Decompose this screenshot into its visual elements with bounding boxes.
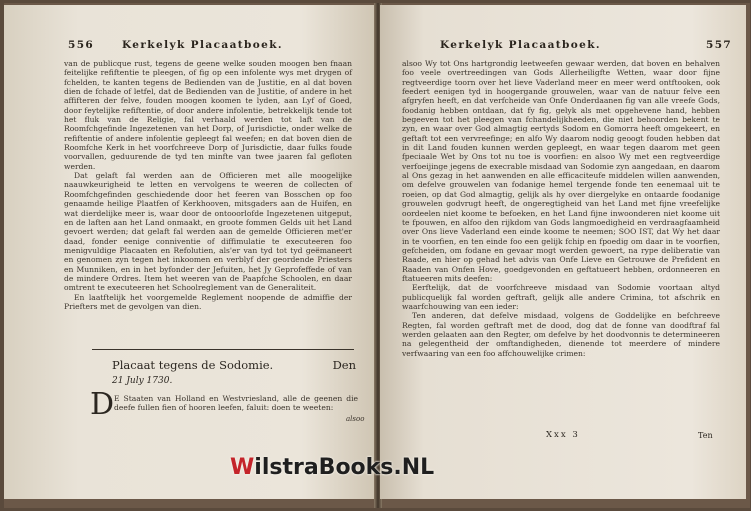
placaat-title: Placaat tegens de Sodomie. xyxy=(112,358,274,372)
right-paragraph: alsoo Wy tot Ons hartgrondig leetweefen gewaar werden, dat boven en behalven foo veele overtreedingen van Gods Allerheiligfte Wetten, waar door fijne regtveerdige toorn over het lieve Vaderland meer en meer werd ontftooken, ook feedert eenigen tyd in hoogergande grouwelen, waar van de natuur felve een afgryfen heeft, en dat verfcheide van Onfe Onderdaanen fig van alle vreefe Gods, foodanig hebben ontdaan, dat fy fig, gelyk als met opgehevene hand, hebben begeeven tot het pleegen van fchandelijkheeden, die niet behoorden bekent te zyn, en waar over God almagtig eertyds Sodom en Gomorra heeft omgekeert, en geftaft tot een vervreefinge; en alfo Wy daarom nodig geoogt fouden hebben dat in dit Land fouden kunnen werden gepleegt, en waar tegen daarom met geen fpeciaale Wet by Ons tot nu toe is voorfien: en alsoo Wy met een regtveerdige verfoeijinge jegens de execrable misdaad van Sodomie zyn aangedaan, en daarom al Ons gezag in het aanwenden en alle efficaciteufe middelen willen aanwenden, om defelve grouwelen van fodanige hemel tergende fonde ten eenemaal uit te roeien, op dat God almagtig, gelijk als hy over diergelyke en ontaarde foodanige grouwelen godvrugt heeft, de ongeregtigheid van het Land met fijne vreefelijke oordeelen niet koome te befoeken, en het Land fijne inwoonderen niet koome uit te fpouwen, en alfoo den rijkdom van Gods langmoedigheid en verdraagfaamheid over Ons lieve Vaderland een einde koome te neemen; SOO IST, dat Wy het daar in te voorfien, en ten einde foo een gelijk fchip en fpoedig om daar in te voorfien, gefcheiden, om fodane en gevaar mogt werden gewoert, na rype deliberatie van Raade, en hier op gehad het advis van Onfe Lieve en Getrouwe de Prefident en Raaden van Onfen Hove, goedgevonden en geftatueert hebben, ordonneeren en ftatueeren mits deefen: xyxy=(402,59,720,283)
placaat-date: 21 July 1730. xyxy=(112,376,173,386)
signature-mark: Xxx 3 xyxy=(546,430,580,440)
left-paragraph: En laatftelijk het voorgemelde Reglement noopende de admiffie der Priefters met de gevolgen van dien. xyxy=(64,292,352,311)
right-running-head: Kerkelyk Placaatboek. xyxy=(440,39,601,51)
opening-text: E Staaten van Holland en Westvriesland, alle de geenen die deefe fullen fien of hooren leefen, faluit: doen te weeten: xyxy=(114,394,358,413)
right-catchword: Ten xyxy=(698,431,713,440)
left-running-head: Kerkelyk Placaatboek. xyxy=(122,39,283,51)
left-paragraph: van de publicque rust, tegens de geene welke souden moogen ben fnaan feitelijke refiftentie te pleegen, of fig op een infolente wys met drygen of fchelden, te kanten tegens de Bedienden van de Justitie, en al dat boven dien de fchade of letfel, dat de Bedienden van de Justitie, of andere in het affifteren der felve, fouden moogen koomen te lyden, aan Lyf of Goed, door feytelijke refiftentie, of door andere infolentie, betrekkelijk tende tot het fluk van de Religie, fal verhaald werden tot laft van de Roomfchgefinde Ingezetenen van het Dorp, of Jurisdictie, onder welke de refiftentie of andere infolentie gepleegt fal weefen; en dat boven dien de Roomfche Kerk in het voorfchreeve Dorp of Jurisdictie, daar fulks foude voorvallen, geduurende de tyd ten minfte van twee jaaren fal gefloten werden. xyxy=(64,59,352,171)
left-page-number: 556 xyxy=(68,39,95,51)
left-paragraph: Dat gelaft fal werden aan de Officieren met alle moogelijke naauwkeurigheid te letten en vervolgens te weeren de collecten of Roomfchgefinden geschiedende door het feeren van Bosschen op foo genaamde heilige Plaatfen of Kerkhooven, mitsgaders aan de Huifen, en wat dierdelijke meer is, waar door de ontooorlofde Ingezetenen uitgeput, en de laften aan het Land onmaakt, en groote fommen Gelds uit het Land gevoert werden; dat gelaft fal werden aan de gemelde Officieren met'er daad, fonder eenige conniventie of diffimulatie te executeeren foo menigvuldige Placaaten en Refolutien, als'er van tyd tot tyd geëmaneert en genomen zyn tegen het inkoomen en verblyf der geordende Priesters en Munniken, en in het byfonder der Jefuiten, het Jy Geprofeffede of van de mindere Ordres. Item het weeren van de Paapfche Schoolen, en daar omtrent te executeeren het Schoolreglement van de Generaliteit. xyxy=(64,171,352,293)
watermark-logo xyxy=(230,455,434,480)
right-page-number: 557 xyxy=(706,39,733,51)
section-divider xyxy=(92,349,354,350)
left-page xyxy=(4,5,376,499)
placaat-heading xyxy=(112,358,356,372)
left-catchword: alsoo xyxy=(346,415,365,423)
watermark-initial: W xyxy=(230,455,255,480)
placaat-den: Den xyxy=(332,358,356,372)
right-body-text xyxy=(402,59,720,358)
left-body-text xyxy=(64,59,352,311)
right-page xyxy=(380,5,746,499)
right-paragraph: Eerftelijk, dat de voorfchreeve misdaad van Sodomie voortaan altyd publicquelijk fal worden geftraft, gelijk alle andere Crimina, tot afschrik en waarfchouwing van een ieder: xyxy=(402,283,720,311)
open-book xyxy=(4,3,750,508)
drop-capital: D xyxy=(90,387,115,422)
right-paragraph: Ten anderen, dat defelve misdaad, volgens de Goddelijke en befchreeve Regten, fal worden geftraft met de dood, dog dat de fonne van doodftraf fal werden gelaaten aan den Regter, om defelve by het doodvonnis te determineeren na gelegentheid der omftandigheden, dienende tot meerdere of mindere verfwaaring van een foo affchouwelijke crimen: xyxy=(402,311,720,358)
watermark-rest: ilstraBooks.NL xyxy=(254,455,435,480)
